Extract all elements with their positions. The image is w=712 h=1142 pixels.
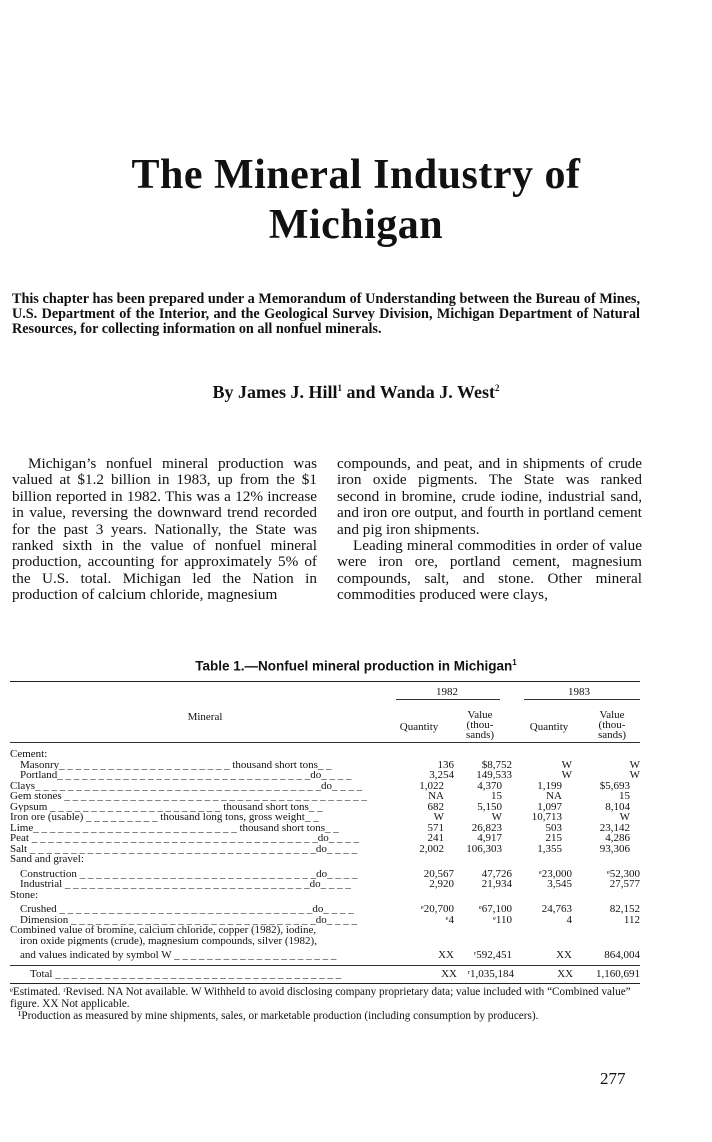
- table-row: [10, 904, 640, 915]
- row-label: Cement:: [10, 749, 48, 760]
- cell-value-1983: 864,004: [604, 949, 640, 961]
- header-value-line: (thou-: [598, 719, 626, 731]
- cell-value-1982: ᵉ67,100: [478, 903, 512, 915]
- cell-value-1982: $8,752: [481, 758, 512, 771]
- body-text: [12, 456, 642, 604]
- cell-quantity-1983: XX: [557, 967, 574, 980]
- cell-quantity-1982: 241: [427, 832, 444, 844]
- table-bottom-rule: [10, 983, 640, 984]
- cell-value-1982: ʳ592,451: [473, 949, 512, 961]
- byline-prefix: By: [212, 382, 239, 402]
- header-value-1983: [584, 710, 640, 740]
- table-row: [10, 812, 640, 823]
- cell-quantity-1982: ᵉ4: [445, 913, 454, 926]
- row-label: Masonry_ _ _ _ _ _ _ _ _ _ _ _ _ _ _ _ _ _ _ _ _ thousand short tons_ _: [20, 759, 332, 770]
- table-body: [10, 749, 640, 961]
- cell-quantity-1983: ᵉ23,000: [538, 867, 572, 880]
- table-header: [10, 682, 640, 742]
- header-value-line: Value: [467, 709, 493, 721]
- header-value-1982: [452, 710, 508, 740]
- row-label: and values indicated by symbol W _ _ _ _ _ _ _ _ _ _ _ _ _ _ _ _ _ _ _ _: [20, 950, 337, 961]
- header-quantity-1983: Quantity: [529, 721, 569, 733]
- row-label: Industrial _ _ _ _ _ _ _ _ _ _ _ _ _ _ _ _ _ _ _ _ _ _ _ _ _ _ _ _ _ _do_ _ _ _: [20, 879, 351, 890]
- cell-value-1982: ᵉ110: [493, 913, 512, 926]
- row-label: Portland_ _ _ _ _ _ _ _ _ _ _ _ _ _ _ _ _ _ _ _ _ _ _ _ _ _ _ _ _ _ _do_ _ _ _: [20, 770, 352, 781]
- cell-value-1983: 82,152: [609, 903, 640, 915]
- body-column-left: [12, 456, 317, 604]
- cell-quantity-1983: W: [561, 769, 572, 781]
- footnote-ref-1: 1: [337, 383, 343, 393]
- cell-quantity-1982: 20,567: [423, 867, 454, 880]
- cell-quantity-1983: 1,355: [537, 842, 562, 855]
- table-row: [10, 791, 640, 802]
- table-row: [10, 890, 640, 901]
- cell-quantity-1982: XX: [438, 949, 454, 961]
- header-value-line: sands): [465, 729, 495, 741]
- cell-value-1983: 8,104: [605, 800, 630, 813]
- author-2: Wanda J. West: [379, 382, 495, 402]
- cell-value-1982: 4,370: [477, 779, 502, 792]
- cell-quantity-1983: 24,763: [541, 903, 572, 915]
- cell-value-1983: 112: [623, 913, 640, 926]
- footnote-ref-2: 2: [494, 383, 500, 393]
- cell-quantity-1982: 571: [427, 821, 444, 834]
- cell-quantity-1983: 10,713: [531, 811, 562, 823]
- header-quantity-1982: Quantity: [399, 721, 439, 733]
- cell-value-1983: 1,160,691: [596, 967, 640, 980]
- cell-quantity-1983: 503: [545, 821, 562, 834]
- byline-conjunction: and: [342, 382, 380, 402]
- row-label: Combined value of bromine, calcium chloride, copper (1982), iodine,: [10, 925, 317, 936]
- table-caption-text: Table 1.—Nonfuel mineral production in Michigan: [195, 658, 513, 674]
- header-value-line: Value: [599, 709, 625, 721]
- cell-quantity-1982: 3,254: [429, 769, 454, 781]
- table-row: [10, 879, 640, 890]
- table-row: [10, 749, 640, 760]
- cell-value-1982: 4,917: [477, 832, 502, 844]
- cell-value-1982: 26,823: [471, 821, 502, 834]
- table-footnote: ¹Production as measured by mine shipments, sales, or marketable production (including consumption by producers).: [18, 1010, 539, 1022]
- cell-value-1983: $5,693: [599, 779, 630, 792]
- title-line-1: The Mineral Industry of: [131, 152, 581, 198]
- row-label: Gypsum _ _ _ _ _ _ _ _ _ _ _ _ _ _ _ _ _ _ _ _ _ thousand short tons_ _: [10, 801, 323, 812]
- row-label: Sand and gravel:: [10, 854, 84, 865]
- cell-value-1983: 93,306: [599, 842, 630, 855]
- byline: [0, 382, 712, 403]
- cell-quantity-1982: ᵉ20,700: [420, 903, 454, 915]
- row-label: Gem stones _ _ _ _ _ _ _ _ _ _ _ _ _ _ _ _ _ _ _ _ _ _ _ _ _ _ _ _ _ _ _ _ _ _ _ _ _: [10, 791, 367, 802]
- cell-value-1983: W: [629, 769, 640, 781]
- table-note: ᵉEstimated. ʳRevised. NA Not available. W Withheld to avoid disclosing company proprietary data; value included with “Combined value” figure. XX Not applicable.: [10, 986, 631, 1010]
- author-1: James J. Hill: [238, 382, 338, 402]
- cell-value-1982: 47,726: [481, 867, 512, 880]
- page-title: [0, 150, 712, 250]
- cell-quantity-1982: 1,022: [419, 779, 444, 792]
- cell-quantity-1982: 136: [437, 758, 454, 771]
- table-row: [10, 915, 640, 926]
- cell-value-1983: W: [619, 811, 630, 823]
- header-value-line: sands): [597, 729, 627, 741]
- header-year-rule: [524, 699, 640, 700]
- production-table: [10, 681, 640, 1022]
- table-row: [10, 770, 640, 781]
- page-number: 277: [600, 1069, 626, 1088]
- cell-quantity-1982: 2,920: [429, 878, 454, 890]
- cell-quantity-1983: 1,097: [537, 800, 562, 813]
- row-label: Clays_ _ _ _ _ _ _ _ _ _ _ _ _ _ _ _ _ _ _ _ _ _ _ _ _ _ _ _ _ _ _ _ _ _ _do_ _ _ _: [10, 780, 363, 791]
- cell-value-1982: 5,150: [477, 800, 502, 813]
- row-label: Peat _ _ _ _ _ _ _ _ _ _ _ _ _ _ _ _ _ _ _ _ _ _ _ _ _ _ _ _ _ _ _ _ _ _ _do_ _ _ _: [10, 833, 359, 844]
- header-year-1983: 1983: [568, 686, 590, 698]
- cell-quantity-1982: W: [433, 811, 444, 823]
- header-year-rule: [396, 699, 500, 700]
- table-row: [10, 925, 640, 936]
- cell-value-1983: 23,142: [599, 821, 630, 834]
- cell-value-1982: 15: [491, 790, 502, 802]
- cell-quantity-1983: NA: [546, 790, 562, 802]
- cell-quantity-1982: 2,002: [419, 842, 444, 855]
- table-row: [10, 936, 640, 947]
- cell-quantity-1982: NA: [428, 790, 444, 802]
- row-label: Salt _ _ _ _ _ _ _ _ _ _ _ _ _ _ _ _ _ _ _ _ _ _ _ _ _ _ _ _ _ _ _ _ _ _ _do_ _ _ _: [10, 843, 358, 854]
- cell-value-1983: 4,286: [605, 832, 630, 844]
- table-row: [10, 854, 640, 865]
- cell-value-1983: 15: [619, 790, 630, 802]
- body-column-right: [337, 456, 642, 604]
- row-label: Lime_ _ _ _ _ _ _ _ _ _ _ _ _ _ _ _ _ _ _ _ _ _ _ _ _ thousand short tons_ _: [10, 822, 339, 833]
- cell-quantity-1983: 1,199: [537, 779, 562, 792]
- header-value-line: (thou-: [466, 719, 494, 731]
- table-caption: [0, 658, 712, 674]
- row-label: Stone:: [10, 889, 39, 900]
- table-row-total: [10, 969, 640, 980]
- cell-value-1982: 106,303: [466, 842, 502, 855]
- cell-value-1983: ᵉ52,300: [606, 867, 640, 880]
- body-paragraph: Michigan’s nonfuel mineral production was valued at $1.2 billion in 1983, up from the $1 billion reported in 1982. This was a 12% increase in value, reversing the downward trend recorded for the past 3 years. Nationally, the State was ranked sixth in the value of nonfuel mineral production, accounting for approximately 5% of the U.S. total. Michigan led the Nation in production of calcium chloride, magnesium: [12, 455, 317, 604]
- cell-value-1982: ʳ1,035,184: [467, 967, 515, 980]
- row-label: Total _ _ _ _ _ _ _ _ _ _ _ _ _ _ _ _ _ _ _ _ _ _ _ _ _ _ _ _ _ _ _ _ _ _ _: [30, 968, 342, 979]
- table-row: [10, 869, 640, 880]
- row-label: Construction _ _ _ _ _ _ _ _ _ _ _ _ _ _ _ _ _ _ _ _ _ _ _ _ _ _ _ _ _do_ _ _ _: [20, 868, 358, 879]
- row-label: iron oxide pigments (crude), magnesium compounds, silver (1982),: [20, 935, 317, 946]
- cell-quantity-1983: 215: [545, 832, 562, 844]
- cell-quantity-1983: 4: [566, 913, 572, 926]
- cell-value-1983: 27,577: [609, 878, 640, 890]
- table-notes: [10, 986, 640, 1022]
- cell-value-1982: 149,533: [476, 769, 512, 781]
- cell-quantity-1983: 3,545: [547, 878, 572, 890]
- table-row: [10, 844, 640, 855]
- cell-quantity-1983: W: [561, 758, 572, 771]
- title-line-2: Michigan: [268, 202, 444, 248]
- row-label: Iron ore (usable) _ _ _ _ _ _ _ _ _ thousand long tons, gross weight_ _: [10, 812, 319, 823]
- table-row: [10, 833, 640, 844]
- cell-quantity-1982: XX: [441, 967, 457, 980]
- cell-value-1982: 21,934: [481, 878, 512, 890]
- cell-quantity-1983: XX: [556, 949, 572, 961]
- row-label: Crushed _ _ _ _ _ _ _ _ _ _ _ _ _ _ _ _ _ _ _ _ _ _ _ _ _ _ _ _ _ _ _do_ _ _ _: [20, 904, 354, 915]
- cell-quantity-1982: 682: [427, 800, 444, 813]
- table-row: [10, 760, 640, 771]
- body-paragraph: Leading mineral commodities in order of value were iron ore, portland cement, magnesium compounds, salt, and stone. Other mineral commodities produced were clays,: [337, 537, 642, 604]
- cell-value-1983: W: [629, 758, 640, 771]
- intro-statement: This chapter has been prepared under a Memorandum of Understanding between the Bureau of Mines, U.S. Department of the Interior, and the Geological Survey Division, Michigan Department of Natural Resources, for collecting information on all nonfuel minerals.: [12, 291, 640, 337]
- row-label: Dimension _ _ _ _ _ _ _ _ _ _ _ _ _ _ _ _ _ _ _ _ _ _ _ _ _ _ _ _ _ _do_ _ _ _: [20, 914, 358, 925]
- header-mineral: Mineral: [187, 711, 223, 723]
- body-paragraph: compounds, and peat, and in shipments of crude iron oxide pigments. The State was ranked second in bromine, crude iodine, industrial sand, and iron ore output, and fourth in portland cement and pig iron shipments.: [337, 455, 642, 538]
- header-year-1982: 1982: [436, 686, 458, 698]
- table-row: [10, 950, 640, 961]
- cell-value-1982: W: [491, 811, 502, 823]
- table-caption-footnote: 1: [512, 658, 517, 667]
